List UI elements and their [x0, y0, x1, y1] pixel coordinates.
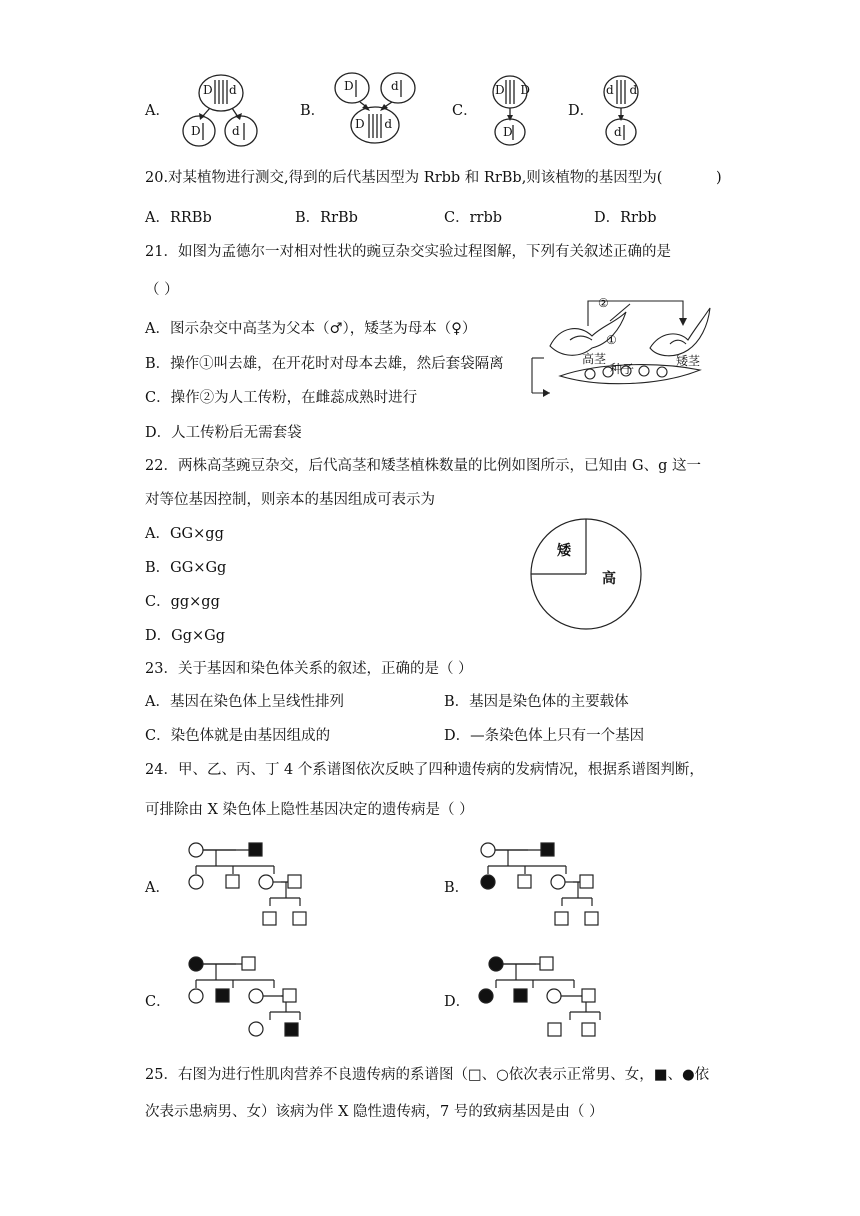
- pie-label-tall: 高: [602, 571, 616, 587]
- q24-option-c-label: C．: [145, 994, 171, 1010]
- q19-b-bottom-genes: D d: [355, 117, 401, 131]
- q19-d-top-genes: d d: [606, 83, 644, 97]
- q21-option-b: B．操作①叫去雄，在开花时对母本去雄，然后套袋隔离: [145, 356, 504, 372]
- q23-option-d: D．—条染色体上只有一个基因: [444, 728, 645, 744]
- q21-option-d: D．人工传粉后无需套袋: [145, 425, 302, 441]
- q24-option-b-label: B．: [444, 880, 470, 896]
- q25-stem-line1: 25．右图为进行性肌肉营养不良遗传病的系谱图（□、○依次表示正常男、女，■、●依: [145, 1067, 710, 1083]
- q24-option-a-label: A．: [145, 880, 170, 896]
- q25-stem-line2: 次表示患病男、女）该病为伴 X 隐性遗传病，7 号的致病基因是由（ ）: [145, 1104, 604, 1120]
- q22-stem-line1: 22．两株高茎豌豆杂交，后代高茎和矮茎植株数量的比例如图所示，已知由 G、g 这一: [145, 458, 702, 474]
- q21-stem: 21．如图为孟德尔一对相对性状的豌豆杂交实验过程图解，下列有关叙述正确的是: [145, 244, 671, 260]
- q21-step1-label: ①: [606, 333, 617, 347]
- q22-option-c: C．gg×gg: [145, 594, 220, 610]
- q21-short-label: 矮茎: [676, 354, 701, 368]
- q19-c-top-genes: D D: [495, 83, 537, 97]
- q21-paren: （ ）: [145, 282, 179, 298]
- q21-option-c: C．操作②为人工传粉，在雌蕊成熟时进行: [145, 390, 418, 406]
- q20-option-c: C．rrbb: [444, 210, 503, 226]
- q20-option-b: B．RrBb: [295, 210, 358, 226]
- q19-c-bottom-gene: D: [503, 125, 513, 139]
- q20-option-d: D．Rrbb: [594, 210, 657, 226]
- q22-option-b: B．GG×Gg: [145, 560, 227, 576]
- q22-stem-line2: 对等位基因控制，则亲本的基因组成可表示为: [145, 492, 435, 508]
- q24-pedigree-charts: [0, 830, 860, 1060]
- pie-label-short: 矮: [557, 543, 571, 559]
- q19-a-right-gene: d: [232, 124, 240, 138]
- q23-option-b: B．基因是染色体的主要载体: [444, 694, 629, 710]
- q21-pea-cross-figure: [530, 296, 720, 400]
- q23-option-a: A．基因在染色体上呈线性排列: [145, 694, 344, 710]
- q19-chromosome-diagrams: [0, 0, 860, 160]
- q19-b-right-gene: d: [391, 79, 399, 93]
- q19-a-left-gene: D: [191, 124, 201, 138]
- q24-stem-line2: 可排除由 X 染色体上隐性基因决定的遗传病是（ ）: [145, 802, 474, 818]
- q21-step2-label: ②: [598, 296, 609, 310]
- q20-stem: 20.对某植物进行测交,得到的后代基因型为 Rrbb 和 RrBb,则该植物的基因型为(: [145, 170, 663, 186]
- q23-option-c: C．染色体就是由基因组成的: [145, 728, 331, 744]
- q19-option-b-label: B．: [300, 103, 326, 119]
- q19-option-a-label: A．: [145, 103, 170, 119]
- q21-seed-label: 种子: [610, 362, 635, 376]
- q21-option-a: A．图示杂交中高茎为父本（♂），矮茎为母本（♀）: [145, 321, 477, 337]
- q20-option-a: A．RRBb: [145, 210, 212, 226]
- q19-option-c-label: C．: [452, 103, 478, 119]
- q19-option-d-label: D．: [568, 103, 595, 119]
- q19-b-left-gene: D: [344, 79, 354, 93]
- q24-stem-line1: 24．甲、乙、丙、丁 4 个系谱图依次反映了四种遗传病的发病情况，根据系谱图判断，: [145, 762, 704, 778]
- q22-pie-chart: [530, 518, 642, 630]
- q24-option-d-label: D．: [444, 994, 471, 1010]
- q19-d-bottom-gene: d: [614, 125, 622, 139]
- q21-tall-label: 高茎: [582, 352, 607, 366]
- q23-stem: 23．关于基因和染色体关系的叙述，正确的是（ ）: [145, 661, 473, 677]
- q19-a-top-genes: D: [203, 83, 213, 97]
- q22-option-d: D．Gg×Gg: [145, 628, 226, 644]
- q20-paren-close: ): [716, 170, 722, 186]
- q22-option-a: A．GG×gg: [145, 526, 224, 542]
